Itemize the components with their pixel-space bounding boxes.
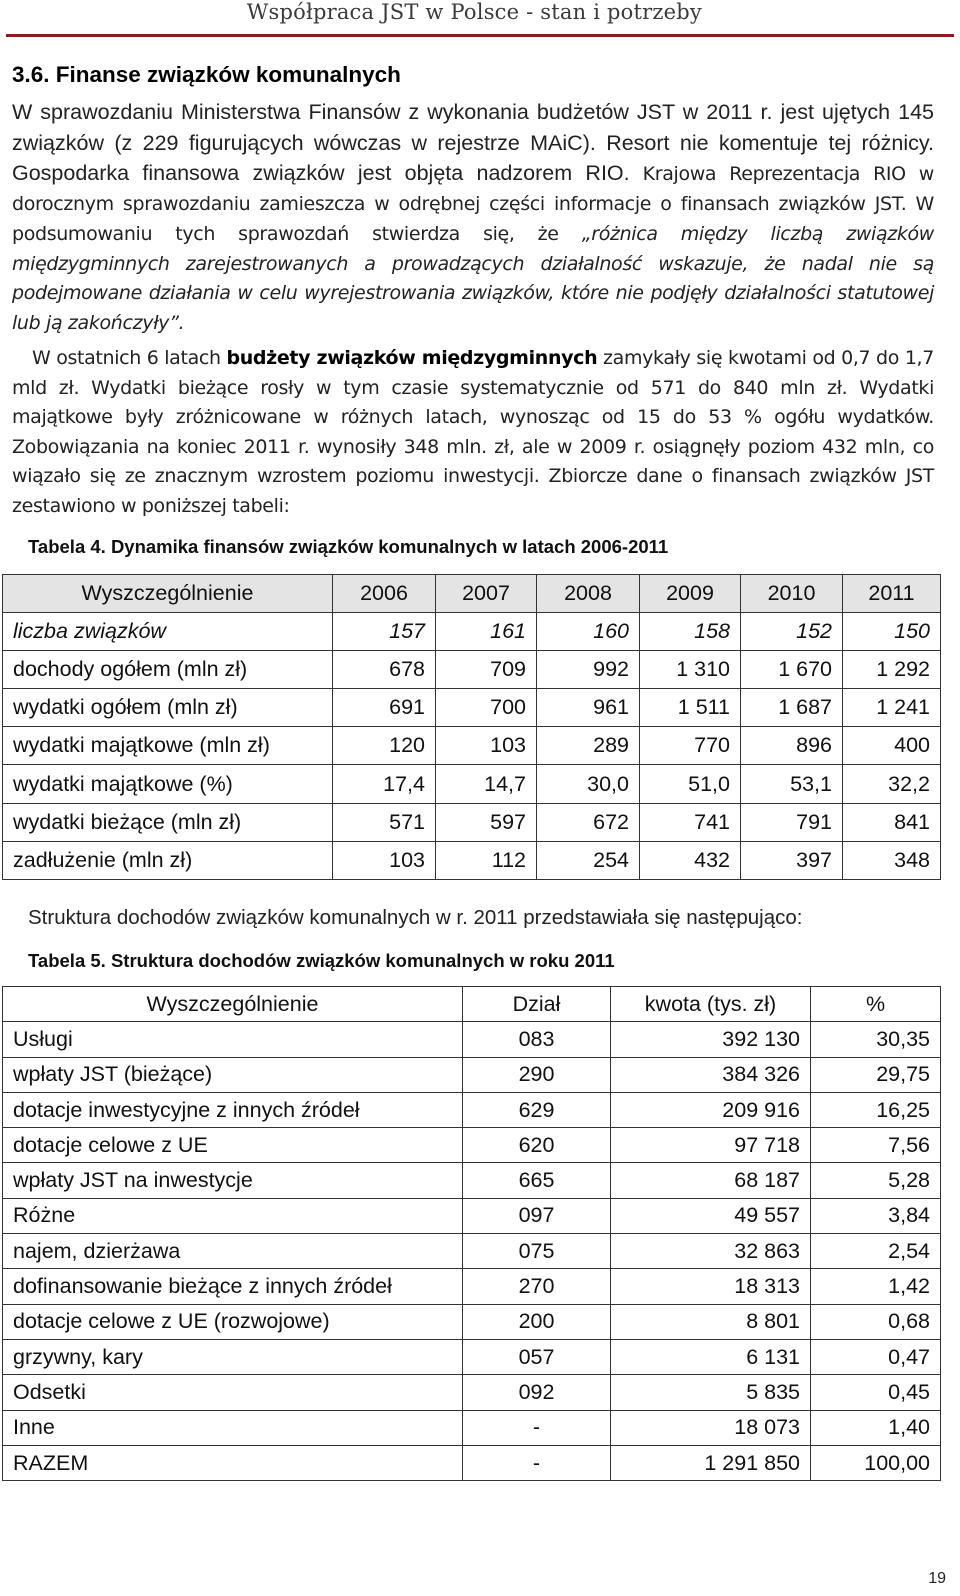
table-cell: 6 131 — [611, 1339, 811, 1374]
table-cell: 1 292 — [843, 651, 941, 689]
row-label: dofinansowanie bieżące z innych źródeł — [3, 1269, 463, 1304]
table-cell: 8 801 — [611, 1304, 811, 1339]
header-rule — [6, 34, 954, 37]
table-cell: 5 835 — [611, 1375, 811, 1410]
table-cell: 7,56 — [811, 1128, 941, 1163]
table-cell: 1 310 — [640, 651, 741, 689]
paragraph-budgets-after: zamykały się kwotami od 0,7 do 1,7 mld zł. Wydatki bieżące rosły w tym czasie systematycznie od 571 do 840 mln zł. Wydatki majątkowe były zróżnicowane w różnych latach, wynosząc od 15 do 53 % ogółu wydatków. Zobowiązania na koniec 2011 r. wynosiły 348 mln. zł, ale w 2009 r. osiągnęły poziom 432 mln, co wiązało się ze znacznym wzrostem poziomu inwestycji. Zbiorcze dane o finansach związków JST zestawiono w poniższej tabeli: — [12, 347, 934, 517]
header-cell: % — [811, 987, 941, 1022]
table-cell: 157 — [333, 613, 436, 651]
table-cell: 49 557 — [611, 1198, 811, 1233]
table-cell: 32,2 — [843, 765, 941, 803]
row-label: Odsetki — [3, 1375, 463, 1410]
table-row — [3, 803, 941, 841]
row-label: Usługi — [3, 1022, 463, 1057]
row-label: dotacje celowe z UE — [3, 1128, 463, 1163]
table-row — [3, 727, 941, 765]
table-row — [3, 1128, 941, 1163]
row-label: dochody ogółem (mln zł) — [3, 651, 333, 689]
table-row — [3, 689, 941, 727]
paragraph-intro-quote: „różnica między liczbą związków międzygminnych zarejestrowanych a prowadzących działalność wskazuje, że nadal nie są podejmowane działania w celu wyrejestrowania związków, które nie podjęły działalności statutowej lub ją zakończyły”. — [12, 222, 934, 334]
table-cell: 2,54 — [811, 1234, 941, 1269]
table-cell: 791 — [741, 803, 843, 841]
table5-caption: Tabela 5. Struktura dochodów związków komunalnych w roku 2011 — [28, 950, 615, 971]
row-label: liczba związków — [3, 613, 333, 651]
paragraph-intro — [12, 98, 934, 339]
row-label: zadłużenie (mln zł) — [3, 841, 333, 879]
table-row — [3, 1163, 941, 1198]
table-row — [3, 1410, 941, 1445]
table-cell: 092 — [463, 1375, 611, 1410]
table-cell: 290 — [463, 1057, 611, 1092]
table-cell: 1 511 — [640, 689, 741, 727]
table-finance-dynamics — [2, 574, 941, 880]
table-cell: 254 — [537, 841, 640, 879]
table-cell: 103 — [436, 727, 537, 765]
table-cell: 18 313 — [611, 1269, 811, 1304]
table-cell: 097 — [463, 1198, 611, 1233]
header-cell: Dział — [463, 987, 611, 1022]
table-row — [3, 1375, 941, 1410]
table-cell: 158 — [640, 613, 741, 651]
table-row — [3, 1022, 941, 1057]
header-cell: 2008 — [537, 575, 640, 613]
header-cell: kwota (tys. zł) — [611, 987, 811, 1022]
table-cell: 629 — [463, 1092, 611, 1127]
row-label: wpłaty JST (bieżące) — [3, 1057, 463, 1092]
table-header-row — [3, 987, 941, 1022]
table-cell: 32 863 — [611, 1234, 811, 1269]
table-row — [3, 1057, 941, 1092]
table-cell: 597 — [436, 803, 537, 841]
table-cell: 741 — [640, 803, 741, 841]
table-cell: 270 — [463, 1269, 611, 1304]
table-cell: 18 073 — [611, 1410, 811, 1445]
row-label: wydatki majątkowe (mln zł) — [3, 727, 333, 765]
table-row — [3, 1269, 941, 1304]
table-cell: 992 — [537, 651, 640, 689]
table-cell: 161 — [436, 613, 537, 651]
row-label: dotacje inwestycyjne z innych źródeł — [3, 1092, 463, 1127]
table-cell: 057 — [463, 1339, 611, 1374]
page-number: 19 — [928, 1570, 946, 1587]
table-cell: 289 — [537, 727, 640, 765]
table-cell: 392 130 — [611, 1022, 811, 1057]
table-row — [3, 841, 941, 879]
table-cell: 0,45 — [811, 1375, 941, 1410]
table-cell: 672 — [537, 803, 640, 841]
table-cell: - — [463, 1445, 611, 1480]
table-cell: 68 187 — [611, 1163, 811, 1198]
table5-intro: Struktura dochodów związków komunalnych w r. 2011 przedstawiała się następująco: — [28, 906, 803, 929]
table-cell: 16,25 — [811, 1092, 941, 1127]
table-cell: - — [463, 1410, 611, 1445]
header-cell: Wyszczególnienie — [3, 575, 333, 613]
header-cell: 2009 — [640, 575, 741, 613]
table-income-structure — [2, 986, 941, 1481]
table-cell: 30,35 — [811, 1022, 941, 1057]
table-row — [3, 1092, 941, 1127]
table-cell: 348 — [843, 841, 941, 879]
paragraph-intro-lead: W sprawozdaniu Ministerstwa Finansów z wykonania budżetów JST w 2011 r. jest ujętych 145 związków (z 229 figurujących wówczas w rejestrze MAiC). Resort nie komentuje tej różnicy. Gospodarka finansowa związków jest objęta nadzorem RIO. — [12, 100, 934, 186]
paragraph-budgets-bold: budżety związków międzygminnych — [226, 347, 598, 369]
table-cell: 1,42 — [811, 1269, 941, 1304]
table-row — [3, 1304, 941, 1339]
table-cell: 709 — [436, 651, 537, 689]
table-cell: 209 916 — [611, 1092, 811, 1127]
table-cell: 620 — [463, 1128, 611, 1163]
table-cell: 51,0 — [640, 765, 741, 803]
table-cell: 152 — [741, 613, 843, 651]
table-cell: 700 — [436, 689, 537, 727]
table-cell: 200 — [463, 1304, 611, 1339]
row-label: Różne — [3, 1198, 463, 1233]
header-cell: 2007 — [436, 575, 537, 613]
row-label: wydatki ogółem (mln zł) — [3, 689, 333, 727]
table-row — [3, 765, 941, 803]
table-cell: 1 670 — [741, 651, 843, 689]
paragraph-budgets-before: W ostatnich 6 latach — [32, 347, 227, 369]
row-label: Inne — [3, 1410, 463, 1445]
table-cell: 1 291 850 — [611, 1445, 811, 1480]
table-cell: 120 — [333, 727, 436, 765]
running-header-title: Współpraca JST w Polsce - stan i potrzeby — [246, 0, 702, 24]
table-cell: 678 — [333, 651, 436, 689]
table-row — [3, 1339, 941, 1374]
table-cell: 0,68 — [811, 1304, 941, 1339]
header-cell: Wyszczególnienie — [3, 987, 463, 1022]
table-cell: 1,40 — [811, 1410, 941, 1445]
table-cell: 432 — [640, 841, 741, 879]
table-cell: 384 326 — [611, 1057, 811, 1092]
row-label: wydatki bieżące (mln zł) — [3, 803, 333, 841]
table4-caption: Tabela 4. Dynamika finansów związków komunalnych w latach 2006-2011 — [28, 536, 669, 557]
table-cell: 29,75 — [811, 1057, 941, 1092]
table-cell: 1 687 — [741, 689, 843, 727]
table-cell: 841 — [843, 803, 941, 841]
table-cell: 112 — [436, 841, 537, 879]
row-label: wydatki majątkowe (%) — [3, 765, 333, 803]
row-label: dotacje celowe z UE (rozwojowe) — [3, 1304, 463, 1339]
table-cell: 1 241 — [843, 689, 941, 727]
table-cell: 0,47 — [811, 1339, 941, 1374]
table-cell: 103 — [333, 841, 436, 879]
table-header-row — [3, 575, 941, 613]
row-label: wpłaty JST na inwestycje — [3, 1163, 463, 1198]
section-title: 3.6. Finanse związków komunalnych — [12, 62, 401, 87]
table-cell: 3,84 — [811, 1198, 941, 1233]
table-cell: 5,28 — [811, 1163, 941, 1198]
table-cell: 150 — [843, 613, 941, 651]
table-cell: 770 — [640, 727, 741, 765]
table-cell: 400 — [843, 727, 941, 765]
paragraph-budgets — [12, 344, 934, 522]
table-cell: 14,7 — [436, 765, 537, 803]
table-cell: 30,0 — [537, 765, 640, 803]
table-row — [3, 1234, 941, 1269]
header-cell: 2011 — [843, 575, 941, 613]
table-row — [3, 651, 941, 689]
running-header — [0, 0, 960, 36]
table-cell: 17,4 — [333, 765, 436, 803]
table-cell: 896 — [741, 727, 843, 765]
table-row — [3, 1198, 941, 1233]
table-cell: 961 — [537, 689, 640, 727]
row-label: RAZEM — [3, 1445, 463, 1480]
table-cell: 97 718 — [611, 1128, 811, 1163]
table-cell: 665 — [463, 1163, 611, 1198]
header-cell: 2010 — [741, 575, 843, 613]
row-label: najem, dzierżawa — [3, 1234, 463, 1269]
table-cell: 691 — [333, 689, 436, 727]
table-row — [3, 1445, 941, 1480]
row-label: grzywny, kary — [3, 1339, 463, 1374]
table-cell: 083 — [463, 1022, 611, 1057]
table-row — [3, 613, 941, 651]
paragraph-intro-middle: Krajowa Reprezentacja RIO w dorocznym sprawozdaniu zamieszcza w odrębnej części informacje o finansach związków JST. W podsumowaniu tych sprawozdań stwierdza się, że — [12, 163, 934, 245]
table-cell: 075 — [463, 1234, 611, 1269]
table-cell: 53,1 — [741, 765, 843, 803]
table-cell: 160 — [537, 613, 640, 651]
header-cell: 2006 — [333, 575, 436, 613]
table-cell: 571 — [333, 803, 436, 841]
table-cell: 397 — [741, 841, 843, 879]
table-cell: 100,00 — [811, 1445, 941, 1480]
